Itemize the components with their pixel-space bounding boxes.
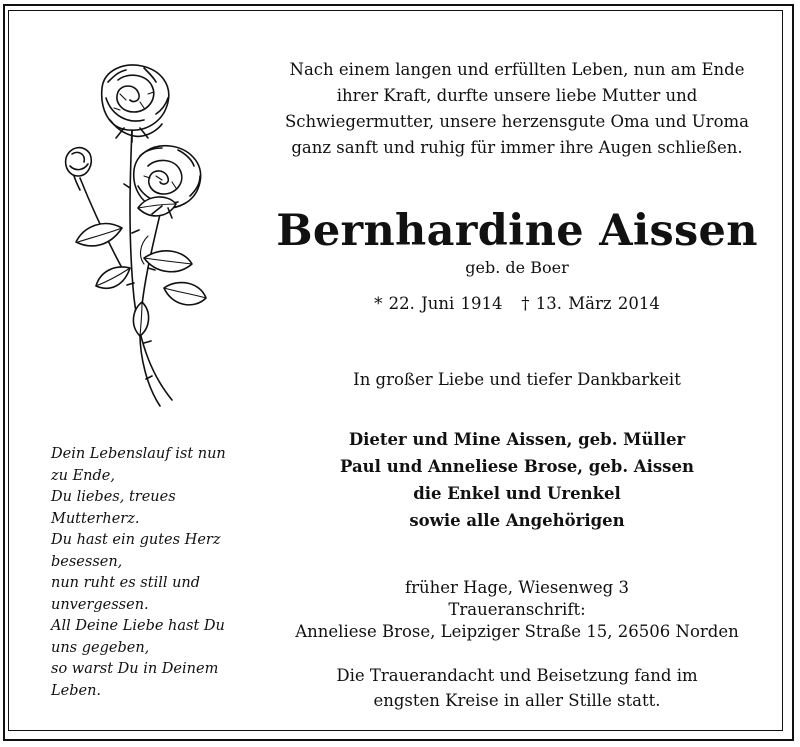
intro-line: Nach einem langen und erfüllten Leben, nun am Ende (289, 60, 745, 79)
poem-line: besessen, (51, 553, 123, 570)
intro-line: ihrer Kraft, durfte unsere liebe Mutter und (336, 86, 698, 105)
rose-icon (44, 58, 220, 414)
poem (51, 444, 251, 702)
life-dates (262, 294, 772, 313)
service-line: engsten Kreise in aller Stille statt. (373, 691, 661, 710)
family-member: Paul und Anneliese Brose, geb. Aissen (340, 457, 694, 476)
poem-line: Leben. (51, 682, 102, 699)
poem-line: zu Ende, (51, 467, 115, 484)
intro-line: Schwiegermutter, unsere herzensgute Oma und Uroma (285, 112, 749, 131)
intro-line: ganz sanft und ruhig für immer ihre Augen schließen. (291, 138, 743, 157)
rose-bud (66, 148, 92, 190)
poem-line: Mutterherz. (51, 510, 140, 527)
mourning-address-label: Traueranschrift: (448, 600, 586, 619)
mourning-address: Anneliese Brose, Leipziger Straße 15, 26506 Norden (295, 622, 739, 641)
poem-line: so warst Du in Deinem (51, 661, 219, 677)
poem-line: Du hast ein gutes Herz (51, 532, 221, 548)
poem-line: Du liebes, treues (51, 489, 176, 505)
family-member: sowie alle Angehörigen (409, 511, 625, 530)
service-note (262, 663, 772, 713)
born-name: geb. de Boer (465, 258, 569, 277)
family-member: die Enkel und Urenkel (413, 484, 621, 503)
thanks-line: In großer Liebe und tiefer Dankbarkeit (353, 370, 681, 389)
family-member: Dieter und Mine Aissen, geb. Müller (348, 430, 686, 449)
poem-line: unvergessen. (51, 596, 149, 613)
poem-line: uns gegeben, (51, 639, 150, 656)
intro-text (262, 57, 772, 161)
poem-line: All Deine Liebe hast Du (51, 618, 225, 634)
birth-date: * 22. Juni 1914 (374, 294, 503, 313)
former-address: früher Hage, Wiesenweg 3 (405, 578, 629, 597)
address-block (262, 577, 772, 643)
family-list (262, 426, 772, 534)
death-date: † 13. März 2014 (521, 294, 660, 313)
top-rose (102, 65, 169, 136)
deceased-name: Bernhardine Aissen (276, 206, 758, 256)
poem-line: nun ruht es still und (51, 575, 201, 591)
service-line: Die Trauerandacht und Beisetzung fand im (336, 666, 698, 685)
poem-line: Dein Lebenslauf ist nun (51, 446, 226, 462)
